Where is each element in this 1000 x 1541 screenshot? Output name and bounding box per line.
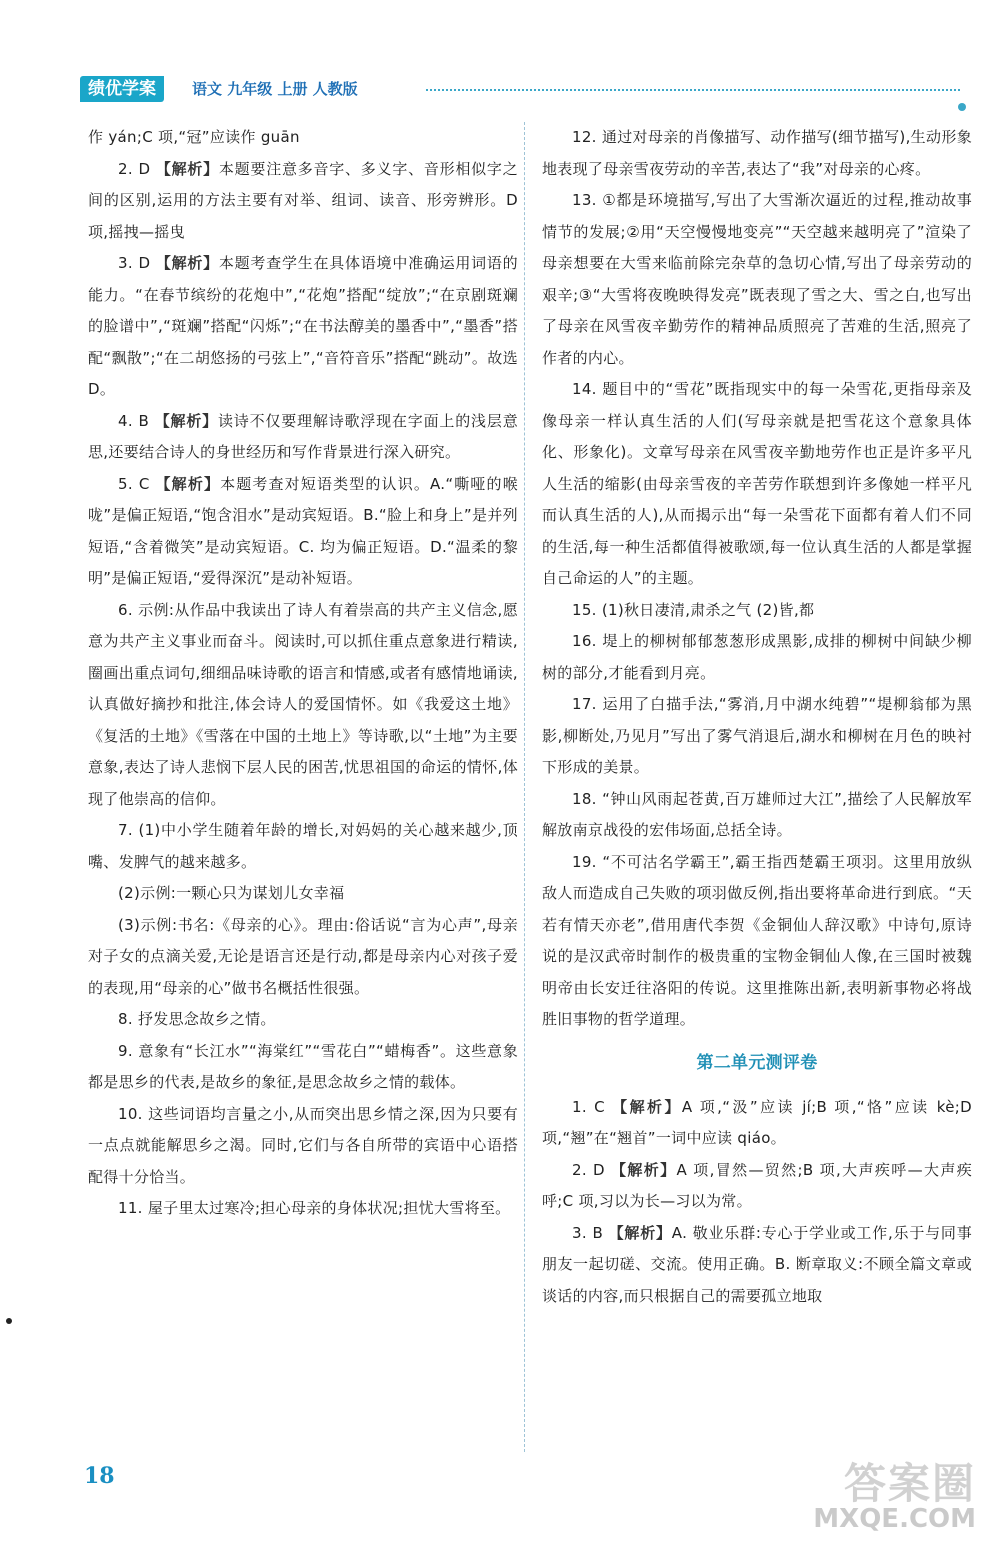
answer-number: 14. [572,380,597,398]
analysis-tag: 【解析】 [154,411,218,430]
answer-number: 6. [118,600,133,619]
answer-text: 题目中的“雪花”既指现实中的每一朵雪花,更指母亲及像母亲一样认真生活的人们(写母亲就是把雪花这个意象具体化、形象化)。文章写母亲在风雪夜辛勤地劳作也正是许多平凡人生活的缩影(由母亲雪夜的辛苦劳作联想到许多像她一样平凡而认真生活的人),从而揭示出“每一朵雪花下面都有着人们不同的生活,每一种生活都值得被歌颂,每一位认真生活的人都是掌握自己命运的人”的主题。 [542,380,972,587]
answer-item [88,595,518,816]
answer-text: 示例:从作品中我读出了诗人有着崇高的共产主义信念,愿意为共产主义事业而奋斗。阅读时,可以抓住重点意象进行精读,圈画出重点词句,细细品味诗歌的语言和情感,或者有感情地诵读,认真做好摘抄和批注,体会诗人的爱国情怀。如《我爱这土地》《复活的土地》《雪落在中国的土地上》等诗歌,以“土地”为主要意象,表达了诗人悲悯下层人民的困苦,忧思祖国的命运的情怀,体现了他崇高的信仰。 [88,600,519,808]
right-column [542,122,972,1312]
analysis-tag: 【解析】 [612,1097,682,1116]
answer-item [88,878,518,910]
header-dotted-rule [426,89,960,91]
answer-text: (1)中小学生随着年龄的增长,对妈妈的关心越来越少,顶嘴、发脾气的越来越多。 [88,821,518,871]
answer-text: A 项,冒然—贸然;B 项,大声疾呼—大声疾呼;C 项,习以为长—习以为常。 [542,1160,972,1210]
rule-end-dot [958,103,966,111]
answer-text: 屋子里太过寒冷;担心母亲的身体状况;担忧大雪将至。 [147,1199,511,1217]
answer-text: 通过对母亲的肖像描写、动作描写(细节描写),生动形象地表现了母亲雪夜劳动的辛苦,表达了“我”对母亲的心疼。 [542,128,972,178]
watermark-logo: 答案圈 [843,1458,976,1508]
answer-text: 读诗不仅要理解诗歌浮现在字面上的浅层意思,还要结合诗人的身世经历和写作背景进行深入研究。 [88,411,518,461]
answer-number: 3. D [118,254,151,272]
answer-number: 10. [118,1104,143,1123]
answer-item [542,595,972,627]
answer-text: 抒发思念故乡之情。 [138,1010,276,1028]
answer-item [88,910,518,1005]
answer-text: 堤上的柳树郁郁葱葱形成黑影,成排的柳树中间缺少柳树的部分,才能看到月亮。 [542,632,972,682]
answer-item [542,626,972,689]
answer-number: 4. B [118,411,150,430]
answer-text: 本题考查对短语类型的认识。A.“嘶哑的喉咙”是偏正短语,“饱含泪水”是动宾短语。B.“脸上和身上”是并列短语,“含着微笑”是动宾短语。C. 均为偏正短语。D.“温柔的黎明”是偏正短语,“爱得深沉”是动补短语。 [88,474,518,587]
answer-item [542,847,972,1036]
answer-number: 7. [118,821,133,839]
answer-item [88,154,518,249]
answer-item [88,469,518,595]
answer-number: 11. [118,1199,143,1217]
answer-item [88,1004,518,1036]
answer-item [88,815,518,878]
answer-item [542,1218,972,1313]
answer-number: 15. [572,600,597,619]
answer-text: 运用了白描手法,“雾消,月中湖水纯碧”“堤柳翁郁为黑影,柳断处,乃见月”写出了雾气消退后,湖水和柳树在月色的映衬下形成的美景。 [542,695,973,776]
answer-text: “钟山风雨起苍黄,百万雄师过大江”,描绘了人民解放军解放南京战役的宏伟场面,总括全诗。 [542,789,972,839]
watermark [806,1458,976,1534]
left-column [88,122,518,1225]
answer-item [542,689,972,784]
answer-number: 18. [572,789,597,808]
answer-text: (3)示例:书名:《母亲的心》。理由:俗话说“言为心声”,母亲对子女的点滴关爱,无论是语言还是行动,都是母亲内心对孩子爱的表现,用“母亲的心”做书名概括性很强。 [88,915,518,997]
answer-text: ①都是环境描写,写出了大雪渐次逼近的过程,推动故事情节的发展;②用“天空慢慢地变亮”“天空越来越明亮了”渲染了母亲想要在大雪来临前除完杂草的急切心情,写出了母亲劳动的艰辛;③“大雪将夜晚映得发亮”既表现了雪之大、雪之白,也写出了母亲在风雪夜辛勤劳作的精神品质照亮了苦难的生活,照亮了作者的内心。 [542,191,972,367]
answer-number: 12. [572,128,597,146]
answer-item [542,374,972,595]
answer-number: 3. B [572,1223,604,1242]
section-answers [542,1092,972,1313]
answer-text: 作 yán;C 项,“冠”应读作 guān [88,128,300,146]
answer-text: (2)示例:一颗心只为谋划儿女幸福 [118,884,345,902]
answer-item [88,1099,518,1194]
answer-text: “不可沽名学霸王”,霸王指西楚霸王项羽。这里用放纵敌人而造成自己失败的项羽做反例,指出要将革命进行到底。“天若有情天亦老”,借用唐代李贺《金铜仙人辞汉歌》中诗句,原诗说的是汉武帝时制作的极贵重的宝物金铜仙人像,在三国时被魏明帝由长安迁往洛阳的传说。这里推陈出新,表明新事物必将战胜旧事物的哲学道理。 [542,852,973,1028]
answer-number: 2. D [572,1160,605,1179]
answer-number: 16. [572,632,597,650]
analysis-tag: 【解析】 [155,254,219,272]
answer-text: A. 敬业乐群:专心于学业或工作,乐于与同事朋友一起切磋、交流。使用正确。B. 断章取义:不顾全篇文章或谈话的内容,而只根据自己的需要孤立地取 [542,1223,972,1305]
scan-speck [6,1318,12,1324]
answer-text: A 项,“汲”应读 jí;B 项,“恪”应读 kè;D 项,“翘”在“翘首”一词中应读 qiáo。 [542,1097,972,1147]
analysis-tag: 【解析】 [155,474,221,493]
right-column-answers [542,122,972,1036]
watermark-url: MXQE.COM [813,1503,976,1534]
answer-item [88,122,518,154]
answer-number: 8. [118,1010,133,1028]
analysis-tag: 【解析】 [155,159,219,178]
answer-text: 意象有“长江水”“海棠红”“雪花白”“蜡梅香”。这些意象都是思乡的代表,是故乡的象征,是思念故乡之情的载体。 [88,1041,518,1091]
page-number: 18 [84,1463,115,1489]
analysis-tag: 【解析】 [611,1160,677,1179]
column-divider [524,122,525,1452]
answer-text: 本题考查学生在具体语境中准确运用词语的能力。“在春节缤纷的花炮中”,“花炮”搭配“绽放”;“在京剧斑斓的脸谱中”,“斑斓”搭配“闪烁”;“在书法醇美的墨香中”,“墨香”搭配“飘散”;“在二胡悠扬的弓弦上”,“音符音乐”搭配“跳动”。故选 D。 [88,254,518,398]
answer-item [542,1155,972,1218]
answer-text: 本题要注意多音字、多义字、音形相似字之间的区别,运用的方法主要有对举、组词、读音、形旁辨形。D 项,摇拽—摇曳 [88,159,518,241]
answer-number: 9. [118,1041,133,1060]
analysis-tag: 【解析】 [608,1223,672,1242]
answer-item [88,248,518,406]
answer-number: 5. C [118,474,150,493]
answer-number: 2. D [118,159,151,178]
answer-item [542,185,972,374]
page-header [80,72,960,106]
answer-item [542,784,972,847]
answer-text: 这些词语均言量之小,从而突出思乡情之深,因为只要有一点点就能解思乡之渴。同时,它们与各自所带的宾语中心语搭配得十分恰当。 [88,1104,518,1186]
answer-number: 17. [572,695,597,713]
answer-number: 13. [572,191,597,209]
answer-number: 1. C [572,1097,605,1116]
brand-logo: 绩优学案 [80,76,164,102]
answer-item [542,122,972,185]
answer-text: (1)秋日凄清,肃杀之气 (2)皆,都 [601,600,815,619]
answer-number: 19. [572,852,597,871]
answer-item [88,1036,518,1099]
section-title: 第二单元测评卷 [696,1052,818,1073]
answer-item [88,1193,518,1225]
answer-item [88,406,518,469]
answer-item [542,1092,972,1155]
book-info: 语文 九年级 上册 人教版 [192,80,358,98]
